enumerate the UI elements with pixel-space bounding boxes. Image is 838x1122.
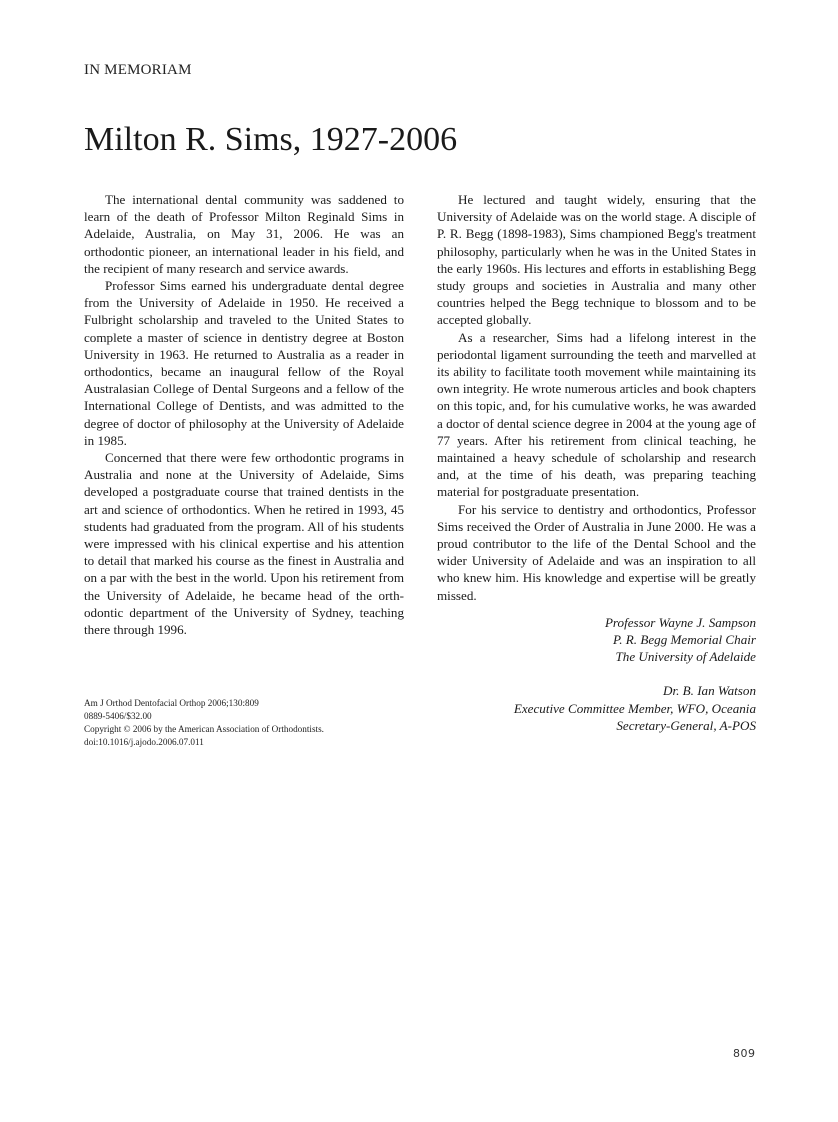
signature-affiliation: Executive Committee Member, WFO, Oceania (513, 700, 756, 716)
copyright-notice: Copyright © 2006 by the American Association of Orthodontists. (84, 724, 324, 734)
paragraph: Concerned that there were few orthodontic programs in Australia and none at the University of Adelaide, Sims developed a postgraduate course that trained dentists in the art and science of orthodontics. When he retired in 1993, 45 students had graduated from the program. All of his students were impressed with his clinical expertise and his attention to detail that marked his course as the finest in Australia and on a par with the best in the world. Upon his retirement from the University of Adelaide, he became head of the orthodontic department of the University of Sydney, teaching there through 1996. (84, 450, 404, 638)
paragraph: He lectured and taught widely, ensuring that the University of Adelaide was on the world stage. A disciple of P. R. Begg (1898-1983), Sims championed Begg's treatment philosophy, particularly when he was in the United States in the early 1960s. His lectures and efforts in establishing Begg study groups and societies in Australia and many other countries helped the Begg technique to blossom and to be accepted globally. (437, 192, 756, 328)
signature-affiliation: Secretary-General, A-POS (616, 717, 756, 733)
signature-block (437, 614, 756, 666)
citation-block (84, 697, 324, 749)
signature-affiliation: The University of Adelaide (615, 649, 756, 665)
page-title: Milton R. Sims, 1927-2006 (84, 121, 458, 158)
paragraph: The international dental community was saddened to learn of the death of Professor Milton Reginald Sims in Adelaide, Australia, on May 31, 2006. He was an orthodontic pioneer, an international leader in his field, and the recipient of many research and service awards. (84, 192, 404, 276)
right-column (437, 191, 756, 751)
issn-price: 0889-5406/$32.00 (84, 711, 152, 721)
page-number: 809 (733, 1047, 756, 1060)
paragraph: For his service to dentistry and orthodontics, Professor Sims received the Order of Australia in June 2000. He was a proud contributor to the life of the Dental School and the wider University of Adelaide and was an inspiration to all who knew him. His knowledge and expertise will be greatly missed. (437, 501, 756, 603)
left-column (84, 191, 404, 638)
signature-name: Dr. B. Ian Watson (663, 683, 756, 699)
paragraph: As a researcher, Sims had a lifelong interest in the periodontal ligament surrounding the teeth and marvelled at its ability to facilitate tooth movement while maintaining its own integrity. He wrote numerous articles and book chapters on this topic, and, for his cumulative works, he was awarded a doctor of dental science degree in 2004 at the young age of 77 years. After his retirement from clinical teaching, he maintained a heavy schedule of scholarship and research and, at the time of his death, was preparing teaching material for postgraduate presentation. (437, 329, 756, 500)
paragraph: Professor Sims earned his undergraduate dental degree from the University of Adelaide in 1950. He received a Fulbright scholarship and traveled to the United States to complete a master of science in dentistry degree at Boston University in 1963. He returned to Australia as a reader in orthodontics, became an inaugural fellow of the Royal Australasian College of Dental Surgeons and a fellow of the International College of Dentists, and was admitted to the degree of doctor of philosophy at the University of Adelaide in 1985. (84, 278, 404, 448)
doi: doi:10.1016/j.ajodo.2006.07.011 (84, 737, 204, 747)
journal-citation: Am J Orthod Dentofacial Orthop 2006;130:809 (84, 698, 259, 708)
signature-block (437, 682, 756, 734)
signature-affiliation: P. R. Begg Memorial Chair (612, 632, 756, 648)
section-label: IN MEMORIAM (84, 62, 192, 78)
signature-name: Professor Wayne J. Sampson (604, 614, 756, 630)
signatures (437, 614, 756, 734)
